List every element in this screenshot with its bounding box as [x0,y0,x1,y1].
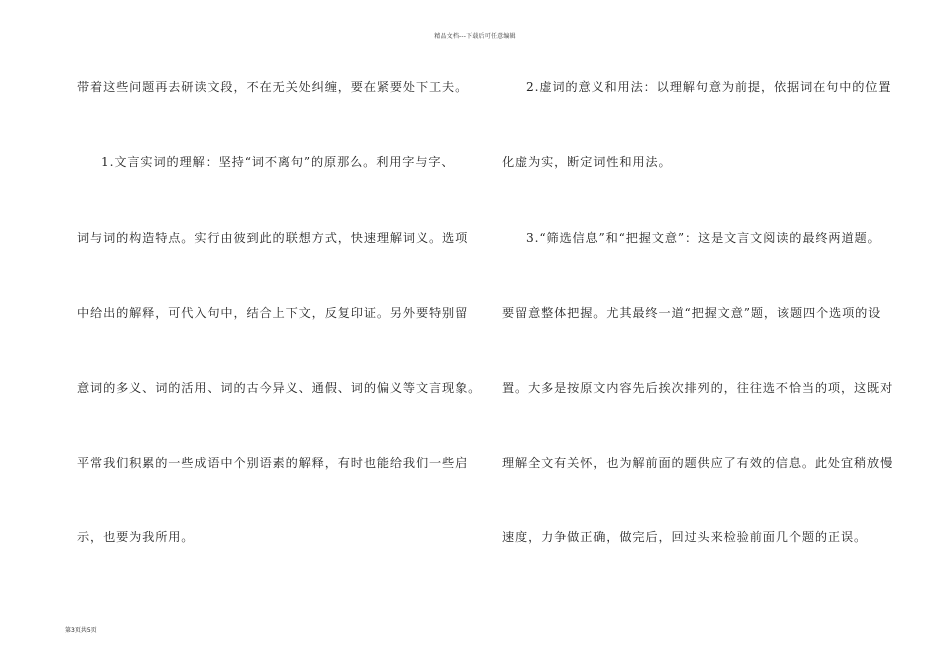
text-line: 置。大多是按原文内容先后挨次排列的，往往选不恰当的项，这既对 [502,381,894,395]
text-line: 理解全文有关怀，也为解前面的题供应了有效的信息。此处宜稍放慢 [502,456,894,470]
text-line: 化虚为实，断定词性和用法。 [502,155,672,169]
text-line: 1.文言实词的理解：坚持“词不离句”的原那么。利用字与字、 [101,155,455,169]
text-line: 带着这些问题再去研读文段，不在无关处纠缠，要在紧要处下工夫。 [77,80,469,94]
text-line: 词与词的构造特点。实行由彼到此的联想方式，快速理解词义。选项 [77,231,469,245]
text-line: 3.“筛选信息”和“把握文意”：这是文言文阅读的最终两道题。 [526,231,881,245]
text-line: 速度，力争做正确，做完后，回过头来检验前面几个题的正误。 [502,530,868,544]
text-line: 要留意整体把握。尤其最终一道“把握文意”题，该题四个选项的设 [502,306,882,320]
text-line: 2.虚词的意义和用法：以理解句意为前提，依据词在句中的位置 [526,80,892,94]
text-line: 中给出的解释，可代入句中，结合上下文，反复印证。另外要特别留 [77,306,469,320]
page-number: 第3页共5页 [65,627,97,634]
text-line: 示，也要为我所用。 [77,530,195,544]
page-header: 精品文档---下载后可任意编辑 [434,33,516,40]
text-line: 平常我们积累的一些成语中个别语素的解释，有时也能给我们一些启 [77,456,469,470]
text-line: 意词的多义、词的活用、词的古今异义、通假、词的偏义等文言现象。 [77,381,482,395]
